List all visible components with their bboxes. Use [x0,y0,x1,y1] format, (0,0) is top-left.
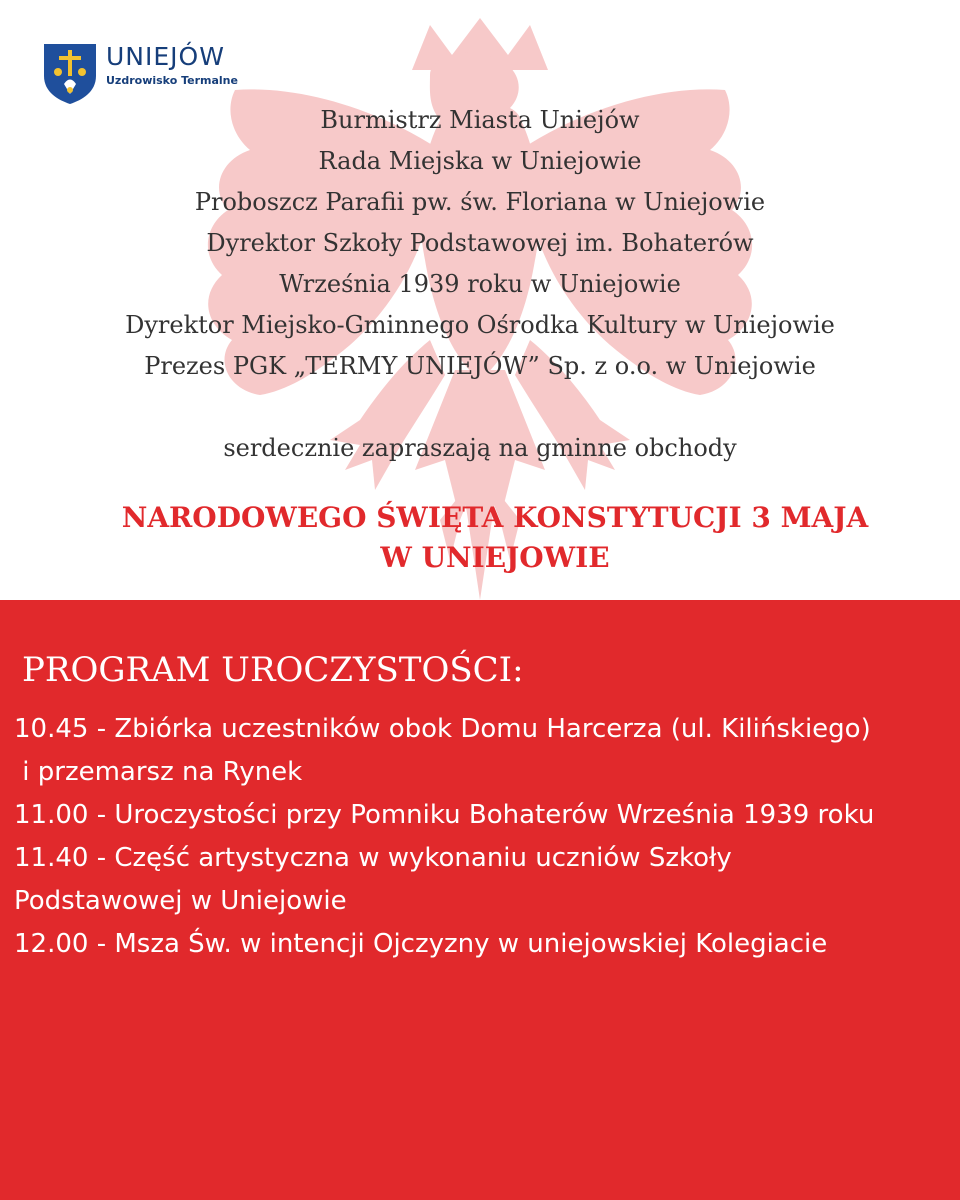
program-item: 11.40 - Część artystyczna w wykonaniu uczniów Szkoły [14,843,732,873]
organizers-list [0,100,960,387]
logo-subtitle: Uzdrowisko Termalne [106,74,238,87]
event-headline [0,498,960,578]
organizer-line: Dyrektor Szkoły Podstawowej im. Bohaterów [206,229,754,257]
logo-name: UNIEJÓW [106,42,225,71]
program-item: 12.00 - Msza Św. w intencji Ojczyzny w uniejowskiej Kolegiacie [14,929,828,959]
program-list [14,708,960,966]
organizer-line: Proboszcz Parafii pw. św. Floriana w Uniejowie [194,188,766,216]
bottom-red-section [0,600,960,1200]
program-item: 11.00 - Uroczystości przy Pomniku Bohaterów Września 1939 roku [14,800,875,830]
organizer-line: Września 1939 roku w Uniejowie [279,270,681,298]
organizer-line: Prezes PGK „TERMY UNIEJÓW” Sp. z o.o. w Uniejowie [144,352,816,380]
headline-line: NARODOWEGO ŚWIĘTA KONSTYTUCJI 3 MAJA [121,501,869,534]
program-item: 10.45 - Zbiórka uczestników obok Domu Harcerza (ul. Kilińskiego) [14,714,871,744]
program-item: Podstawowej w Uniejowie [14,886,347,916]
organizer-line: Burmistrz Miasta Uniejów [320,106,640,134]
invite-text: serdecznie zapraszają na gminne obchody [223,434,737,462]
organizer-line: Dyrektor Miejsko-Gminnego Ośrodka Kultury w Uniejowie [125,311,835,339]
organizer-line: Rada Miejska w Uniejowie [318,147,642,175]
program-title: PROGRAM UROCZYSTOŚCI: [22,650,524,690]
headline-line: W UNIEJOWIE [380,541,610,574]
uniejow-logo [42,42,238,106]
program-item: i przemarsz na Rynek [14,757,303,787]
coat-of-arms-icon [42,42,98,106]
